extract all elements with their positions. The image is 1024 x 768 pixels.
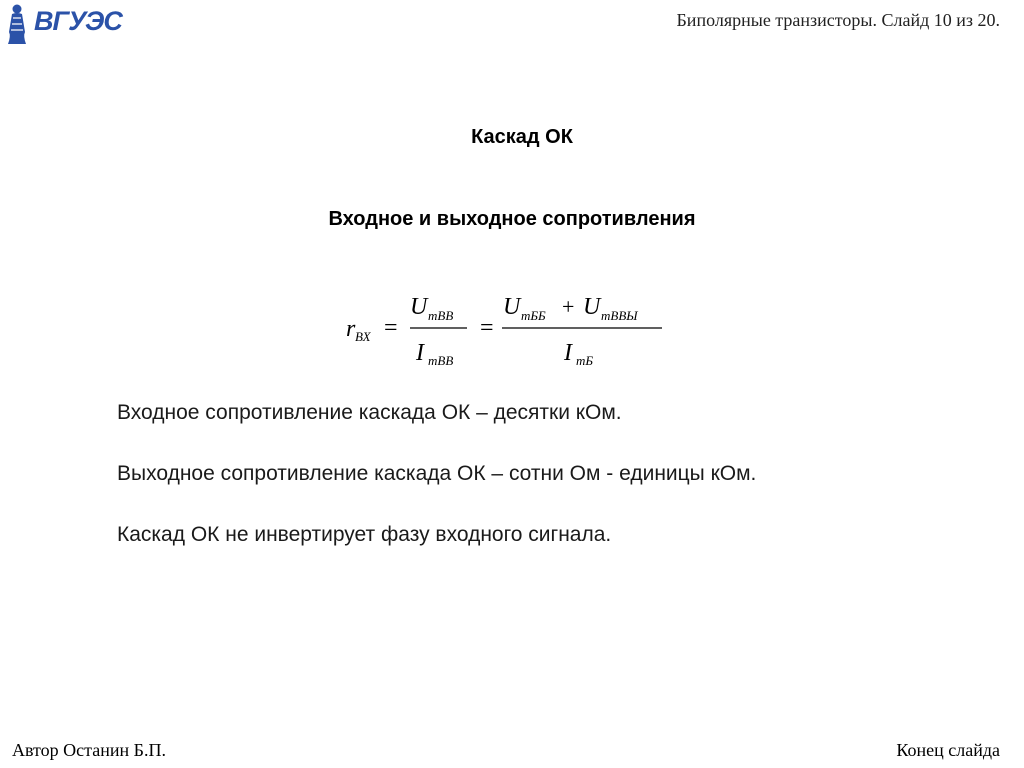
university-logo [4, 2, 124, 46]
logo-figure-icon [4, 2, 30, 46]
footer-end-slide: Конец слайда [896, 740, 1000, 760]
formula-lhs-sub: ВХ [355, 329, 371, 344]
body-text-output-resistance: Выходное сопротивление каскада ОК – сотни Ом - единицы кОм. [117, 462, 757, 485]
fraction1-numerator-sub: mВВ [428, 308, 454, 323]
fraction2-denominator-sub: mБ [576, 353, 594, 368]
formula-plus: + [562, 294, 575, 319]
fraction2-numerator-a: U [503, 294, 521, 320]
body-text-phase: Каскад ОК не инвертирует фазу входного сигнала. [117, 523, 612, 546]
input-resistance-formula [340, 288, 680, 378]
fraction1-numerator: U [410, 294, 428, 320]
body-text-input-resistance: Входное сопротивление каскада ОК – десятки кОм. [117, 401, 622, 424]
fraction1-denominator: I [416, 340, 424, 366]
slide-subtitle: Входное и выходное сопротивления [328, 208, 696, 230]
fraction1-denominator-sub: mВВ [428, 353, 454, 368]
logo-text: ВГУЭС [34, 6, 122, 36]
slide-info: Биполярные транзисторы. Слайд 10 из 20. [676, 10, 1000, 30]
formula-lhs: r [346, 316, 356, 342]
fraction2-numerator-b-sub: mВВЫ [601, 308, 638, 323]
fraction2-numerator-a-sub: mББ [521, 308, 546, 323]
footer-author: Автор Останин Б.П. [12, 740, 166, 760]
fraction2-numerator-b: U [583, 294, 601, 320]
slide-title: Каскад ОК [471, 126, 573, 148]
fraction2-denominator: I [564, 340, 572, 366]
formula-equals-2: = [480, 315, 494, 341]
formula-equals-1: = [384, 315, 398, 341]
